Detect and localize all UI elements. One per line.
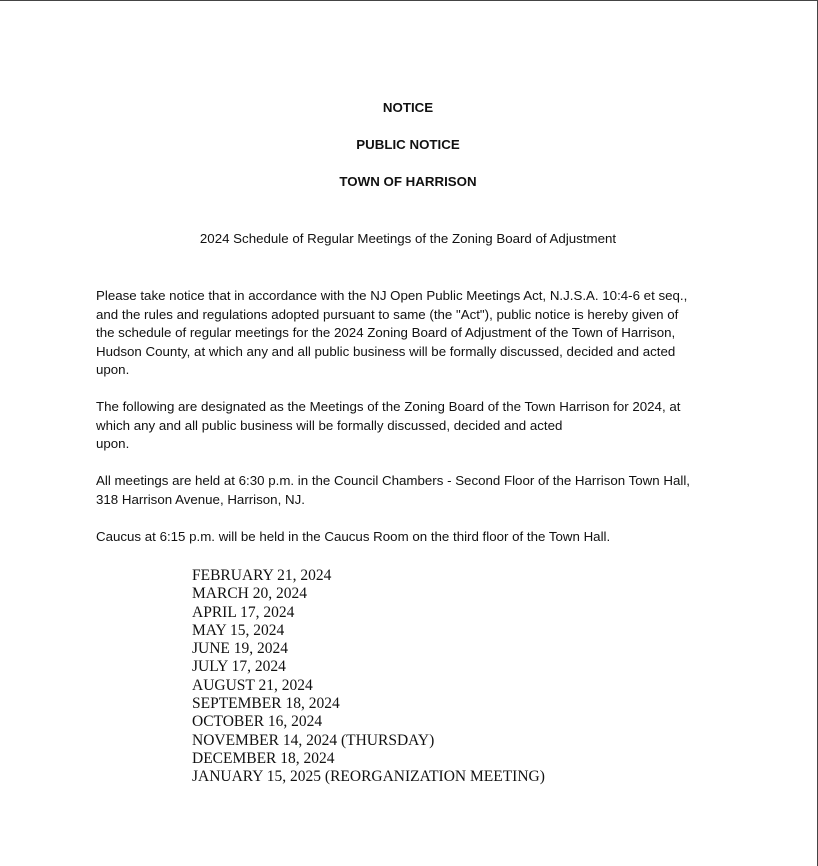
town-heading: TOWN OF HARRISON [339,174,477,189]
paragraph-location [96,472,736,509]
meeting-date: JANUARY 15, 2025 (REORGANIZATION MEETING) [192,768,545,786]
meeting-date: SEPTEMBER 18, 2024 [192,695,340,713]
paragraph-designation [96,398,736,454]
paragraph-line: Hudson County, at which any and all public business will be formally discussed, decided and acted [96,343,676,359]
paragraph-line: upon. [96,436,130,451]
meeting-date: DECEMBER 18, 2024 [192,749,335,767]
meeting-dates-list [192,567,545,787]
paragraph-notice [96,287,736,380]
meeting-date: AUGUST 21, 2024 [192,676,313,694]
paragraph-line: Caucus at 6:15 p.m. will be held in the Caucus Room on the third floor of the Town Hall. [96,529,611,544]
meeting-date: JULY 17, 2024 [192,658,286,676]
meeting-date: APRIL 17, 2024 [192,603,295,621]
paragraph-line: the schedule of regular meetings for the 2024 Zoning Board of Adjustment of the Town of Harrison, [96,325,676,340]
paragraph-line: The following are designated as the Meetings of the Zoning Board of the Town Harrison for 2024, at [96,399,681,414]
notice-heading: NOTICE [382,100,434,115]
paragraph-line: Please take notice that in accordance with the NJ Open Public Meetings Act, N.J.S.A. 10:4-6 et seq., [96,288,688,303]
paragraph-line: which any and all public business will be formally discussed, decided and acted [96,417,563,433]
meeting-date: NOVEMBER 14, 2024 (THURSDAY) [192,731,435,749]
meeting-date: MAY 15, 2024 [192,621,285,639]
meeting-date: OCTOBER 16, 2024 [192,713,323,731]
paragraph-line: 318 Harrison Avenue, Harrison, NJ. [96,491,305,507]
paragraph-line: upon. [96,362,130,377]
schedule-subtitle: 2024 Schedule of Regular Meetings of the Zoning Board of Adjustment [199,231,617,246]
paragraph-line: All meetings are held at 6:30 p.m. in the Council Chambers - Second Floor of the Harrison Town Hall, [96,473,690,488]
public-notice-heading: PUBLIC NOTICE [356,137,460,152]
meeting-date: FEBRUARY 21, 2024 [192,567,332,584]
meeting-date: MARCH 20, 2024 [192,585,307,603]
paragraph-caucus [96,528,736,547]
meeting-date: JUNE 19, 2024 [192,640,289,658]
paragraph-line: and the rules and regulations adopted pursuant to same (the "Act"), public notice is hereby given of [96,306,679,322]
